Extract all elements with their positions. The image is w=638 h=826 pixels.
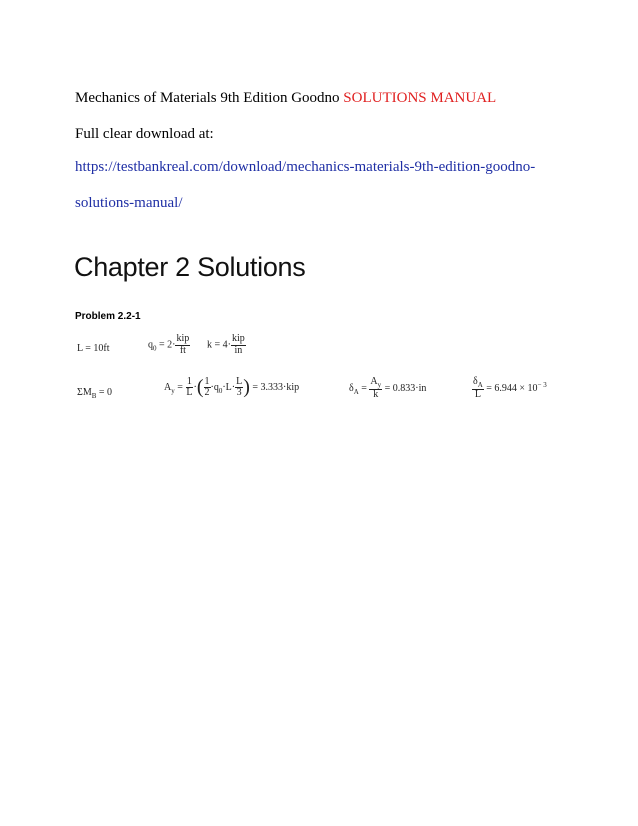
ay-f3-denominator: 3: [236, 387, 242, 398]
ratio-exponent: − 3: [537, 380, 547, 389]
eq-stiffness: [207, 334, 246, 356]
title-text: Mechanics of Materials 9th Edition Goodno: [75, 90, 344, 106]
ay-f2-denominator: 2: [204, 387, 210, 398]
eq-deflection-a: [349, 377, 426, 401]
ay-q-factor: ·q: [210, 381, 219, 393]
chapter-heading: Chapter 2 Solutions: [74, 252, 306, 282]
q0-subscript: 0: [153, 344, 157, 353]
ay-q-subscript: 0: [218, 386, 223, 395]
q0-denominator: ft: [179, 344, 186, 356]
delta-a-equals: =: [358, 383, 370, 395]
eq-length: [77, 343, 110, 354]
sum-moments-symbol: ΣM: [77, 387, 92, 398]
k-numerator: kip: [231, 333, 245, 344]
delta-a-denominator: k: [373, 389, 379, 401]
k-fraction: [231, 334, 246, 356]
ay-l-factor: ·L·: [222, 381, 236, 393]
ratio-denominator: L: [474, 389, 481, 401]
sum-moments-subscript: B: [91, 392, 97, 400]
ay-result: = 3.333·kip: [249, 381, 300, 393]
ay-f3-numerator: L: [236, 375, 243, 387]
delta-a-num-subscript: y: [377, 381, 382, 389]
q0-symbol: q: [148, 339, 153, 351]
delta-a-numerator: [369, 377, 382, 390]
q0-fraction: [175, 334, 190, 356]
ratio-num-subscript: A: [477, 381, 483, 389]
ay-fraction-1: [185, 377, 193, 399]
ay-equals: =: [174, 381, 186, 393]
ay-f1-denominator: L: [186, 387, 193, 398]
download-link-line2[interactable]: solutions-manual/: [75, 195, 183, 211]
k-denominator: in: [234, 344, 243, 356]
delta-a-fraction: [369, 377, 382, 401]
sum-moments-rhs: = 0: [96, 387, 113, 398]
delta-a-symbol: δ: [349, 383, 354, 395]
delta-a-num-symbol: A: [370, 376, 378, 387]
q0-equals: = 2·: [156, 339, 176, 351]
eq-reaction-ay: $A_y$ = $\frac{1}{L}$ ·( $\frac{1}{2}$ $\cdot q_0\cdot L\cdot$ $\frac{L}{3}$ ) = 3.333·kip: [164, 375, 300, 398]
left-paren: (: [196, 376, 204, 398]
ay-subscript: y: [171, 386, 175, 395]
download-link-line1[interactable]: https://testbankreal.com/download/mechanics-materials-9th-edition-goodno-: [75, 159, 536, 175]
ay-symbol: A: [164, 381, 172, 393]
eq-q0: [148, 334, 190, 356]
delta-a-subscript: A: [353, 388, 359, 397]
eq-sum-moments: [77, 387, 112, 400]
ratio-fraction: [472, 377, 484, 401]
download-label: Full clear download at:: [75, 126, 214, 142]
ratio-result: = 6.944 × 10: [483, 383, 538, 395]
document-title: [75, 90, 496, 107]
ratio-num-symbol: δ: [473, 376, 478, 387]
eq-length-text: L = 10ft: [77, 343, 110, 354]
eq-deflection-ratio: [472, 377, 547, 401]
delta-a-result: = 0.833·in: [382, 383, 427, 395]
k-lhs: k = 4·: [207, 339, 231, 351]
ratio-numerator: [472, 377, 484, 390]
ay-f1-numerator: 1: [186, 375, 192, 387]
ay-f2-numerator: 1: [204, 375, 210, 387]
right-paren: ): [243, 376, 250, 398]
ay-fraction-2: [204, 377, 211, 399]
q0-numerator: kip: [176, 333, 190, 344]
solutions-manual-label: SOLUTIONS MANUAL: [343, 90, 497, 106]
problem-label: Problem 2.2-1: [75, 311, 141, 322]
